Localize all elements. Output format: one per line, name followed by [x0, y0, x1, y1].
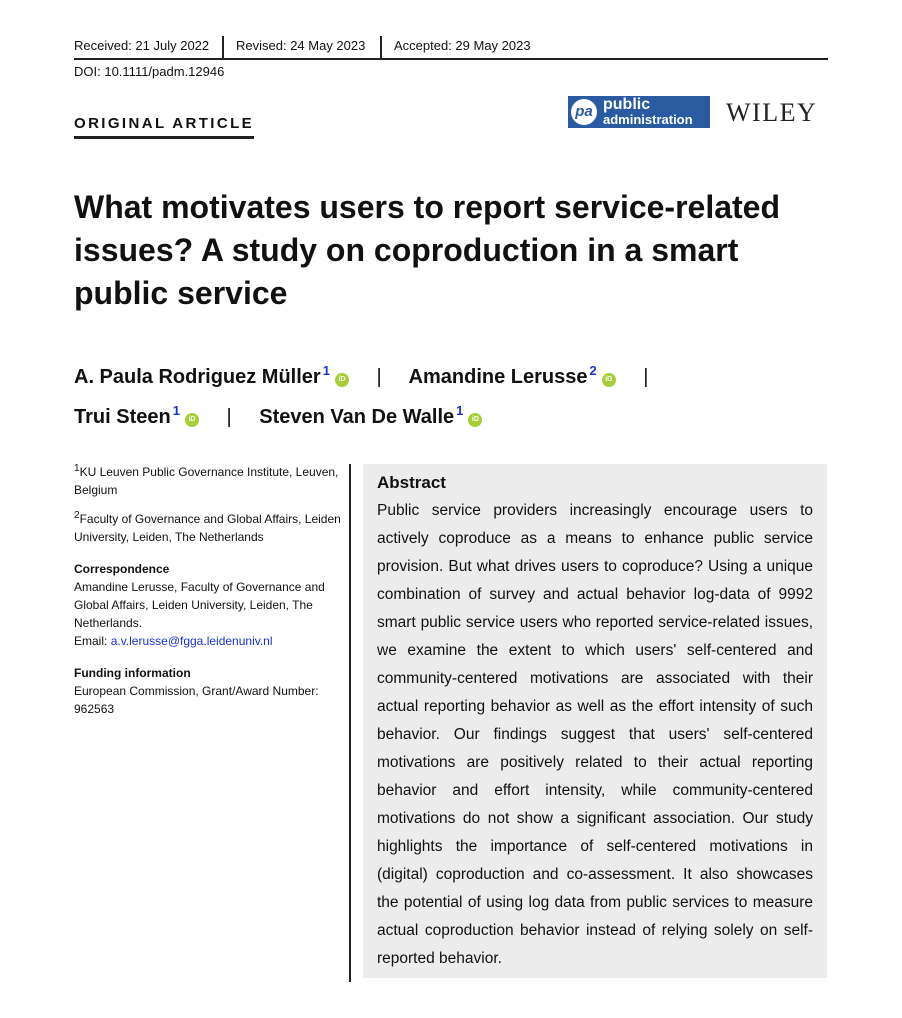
author-separator: |: [643, 366, 649, 388]
correspondence-text: Amandine Lerusse, Faculty of Governance and Global Affairs, Leiden University, Leiden, The Netherlands.: [74, 580, 325, 630]
revised-date: Revised: 24 May 2023: [236, 38, 366, 53]
journal-name-line1: public: [603, 96, 651, 113]
journal-logo-mark: pa: [571, 99, 597, 125]
article-dates: [74, 36, 828, 60]
received-date: Received: 21 July 2022: [74, 38, 210, 53]
funding-text: European Commission, Grant/Award Number: 962563: [74, 684, 319, 716]
author[interactable]: Amandine Lerusse $^2$: [408, 363, 597, 388]
author-separator: |: [226, 406, 232, 428]
author[interactable]: A. Paula Rodriguez Müller $^1$: [74, 363, 330, 388]
doi[interactable]: DOI: 10.1111/padm.12946: [74, 64, 225, 79]
funding: [74, 664, 342, 718]
orcid-icon[interactable]: iD: [602, 373, 616, 387]
column-divider: [349, 464, 351, 982]
affiliation-marker[interactable]: 1: [172, 403, 180, 418]
email-link[interactable]: a.v.lerusse@fgga.leidenuniv.nl: [110, 634, 273, 648]
article-sidebar: [74, 460, 342, 726]
accepted-date: Accepted: 29 May 2023: [394, 38, 531, 53]
affiliation-marker[interactable]: 1: [456, 403, 464, 418]
affiliation-marker[interactable]: 1: [322, 363, 330, 378]
abstract-text: Public service providers increasingly encourage users to actively coproduce as a means to enhance public service provision. But what drives users to coproduce? Using a unique combination of survey and actual behavior log-data of 9992 smart public service users who reported service-related issues, we examine the extent to which users' self-centered and community-centered motivations are associated with their actual reporting behavior as well as the effort intensity of such behavior. Our findings suggest that users' self-centered motivations are positively related to their actual reporting behavior and effort intensity, while community-centered motivations do not show a significant association. Our study highlights the importance of self-centered motivations in (digital) coproduction and co-assessment. It also showcases the potential of using log data from public services to measure actual coproduction behavior instead of relying solely on self-reported behavior.: [377, 502, 813, 967]
author[interactable]: Trui Steen $^1$: [74, 403, 180, 428]
article-title: What motivates users to report service-related issues? A study on coproduction in a smart public service: [74, 189, 781, 311]
publisher-logo: WILEY: [726, 98, 818, 127]
orcid-icon[interactable]: iD: [468, 413, 482, 427]
affiliation-marker[interactable]: 2: [589, 363, 597, 378]
journal-logo: [568, 96, 710, 128]
orcid-icon[interactable]: iD: [335, 373, 349, 387]
correspondence-heading: Correspondence: [74, 562, 170, 576]
affiliation: $^2$Faculty of Governance and Global Affairs, Leiden University, Leiden, The Netherlands: [74, 510, 341, 544]
date-separator: [222, 36, 224, 58]
abstract-box: [363, 464, 827, 978]
correspondence: Correspondence Amandine Lerusse, Faculty of Governance and Global Affairs, Leiden University, Leiden, The Netherlands. Email: a.v.lerusse@fgga.leidenuniv.nl: [74, 562, 325, 648]
abstract-heading: Abstract: [377, 473, 446, 492]
orcid-icon[interactable]: iD: [185, 413, 199, 427]
author[interactable]: Steven Van De Walle $^1$: [259, 403, 464, 428]
author-list: [74, 354, 670, 434]
author-separator: |: [376, 366, 382, 388]
section-label: ORIGINAL ARTICLE: [74, 115, 254, 139]
date-separator: [380, 36, 382, 58]
funding-heading: Funding information: [74, 666, 191, 680]
journal-name-line2: administration: [603, 112, 693, 127]
affiliation: $^1$KU Leuven Public Governance Institute, Leuven, Belgium: [74, 463, 339, 497]
